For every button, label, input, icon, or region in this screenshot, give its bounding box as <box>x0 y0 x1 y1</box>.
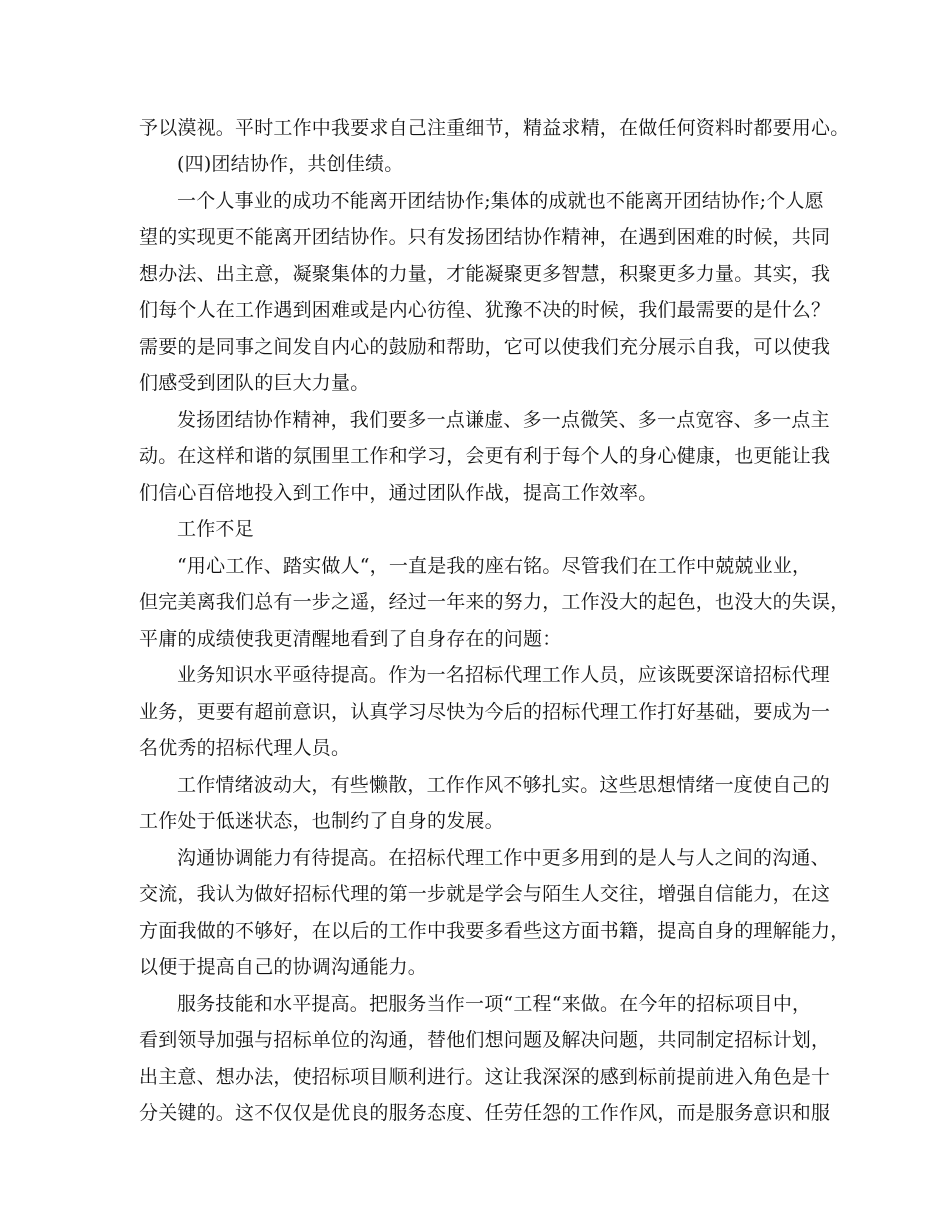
text-line: “用心工作、踏实做人“，一直是我的座右铭。尽管我们在工作中兢兢业业， <box>177 555 812 577</box>
text-line: 业务，更要有超前意识，认真学习尽快为今后的招标代理工作打好基础，要成为一 <box>139 701 831 723</box>
text-line: 沟通协调能力有待提高。在招标代理工作中更多用到的是人与人之间的沟通、 <box>177 847 830 869</box>
text-line: 名优秀的招标代理人员。 <box>139 737 351 759</box>
text-line: 分关键的。这不仅仅是优良的服务态度、任劳任怨的工作作风，而是服务意识和服 <box>139 1102 831 1124</box>
text-line: 动。在这样和谐的氛围里工作和学习，会更有利于每个人的身心健康，也更能让我 <box>139 445 831 467</box>
section-heading: (四)团结协作，共创佳绩。 <box>177 153 404 175</box>
text-line: 平庸的成绩使我更清醒地看到了自身存在的问题： <box>139 628 562 650</box>
text-line: 工作处于低迷状态，也制约了自身的发展。 <box>139 810 504 832</box>
text-line: 工作情绪波动大，有些懒散，工作作风不够扎实。这些思想情绪一度使自己的 <box>177 774 830 796</box>
text-line: 出主意、想办法，使招标项目顺利进行。这让我深深的感到标前提前进入角色是十 <box>139 1066 831 1088</box>
text-line: 想办法、出主意，凝聚集体的力量，才能凝聚更多智慧，积聚更多力量。其实，我 <box>139 263 831 285</box>
text-line: 一个人事业的成功不能离开团结协作;集体的成就也不能离开团结协作;个人愿 <box>177 190 824 212</box>
text-line: 方面我做的不够好，在以后的工作中我要多看些这方面书籍，提高自身的理解能力， <box>139 920 850 942</box>
text-line: 予以漠视。平时工作中我要求自己注重细节，精益求精，在做任何资料时都要用心。 <box>139 117 850 139</box>
text-line: 业务知识水平亟待提高。作为一名招标代理工作人员，应该既要深谙招标代理 <box>177 664 830 686</box>
section-heading: 工作不足 <box>177 518 254 540</box>
text-line: 以便于提高自己的协调沟通能力。 <box>139 956 428 978</box>
text-line: 交流，我认为做好招标代理的第一步就是学会与陌生人交往，增强自信能力，在这 <box>139 883 831 905</box>
text-line: 望的实现更不能离开团结协作。只有发扬团结协作精神，在遇到困难的时候，共同 <box>139 226 831 248</box>
text-line: 看到领导加强与招标单位的沟通，替他们想问题及解决问题，共同制定招标计划， <box>139 1029 831 1051</box>
text-line: 但完美离我们总有一步之遥，经过一年来的努力，工作没大的起色，也没大的失误， <box>139 591 850 613</box>
text-line: 发扬团结协作精神，我们要多一点谦虚、多一点微笑、多一点宽容、多一点主 <box>177 409 830 431</box>
text-line: 们每个人在工作遇到困难或是内心彷徨、犹豫不决的时候，我们最需要的是什么？ <box>139 299 831 321</box>
text-line: 服务技能和水平提高。把服务当作一项“工程“来做。在今年的招标项目中， <box>177 993 812 1015</box>
text-line: 们信心百倍地投入到工作中，通过团队作战，提高工作效率。 <box>139 482 658 504</box>
text-line: 们感受到团队的巨大力量。 <box>139 372 370 394</box>
text-line: 需要的是同事之间发自内心的鼓励和帮助，它可以使我们充分展示自我，可以使我 <box>139 336 831 358</box>
